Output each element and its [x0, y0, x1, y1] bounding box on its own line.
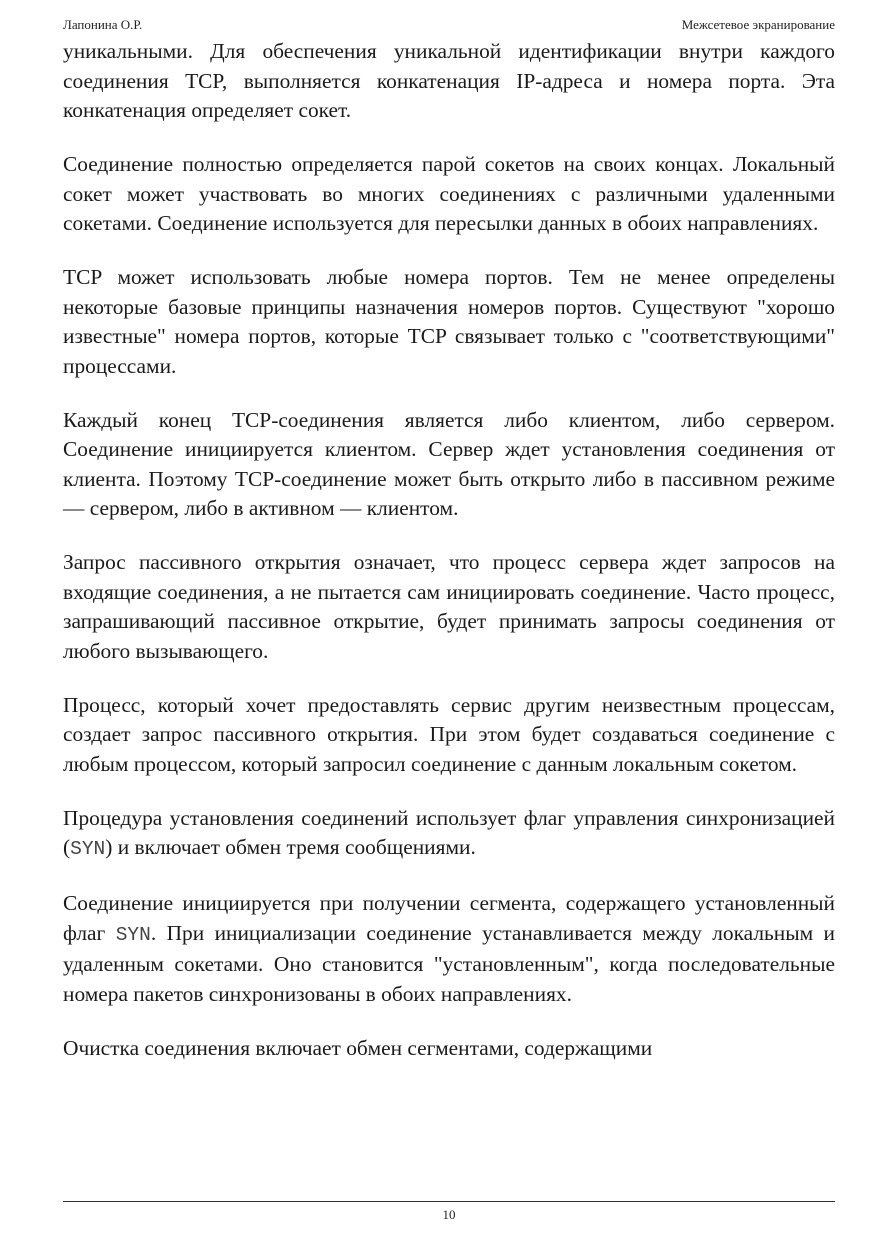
paragraph-text: ) и включает обмен тремя сообщениями.: [105, 835, 476, 859]
paragraph-connection-init: [63, 889, 835, 1009]
header-title: Межсетевое экранирование: [681, 17, 835, 32]
paragraph-text: . При инициализации соединение устанавливается между локальным и удаленным сокетами. Оно становится "установленным", когда последовательные номера пакетов синхронизованы в обоих направлениях.: [63, 920, 836, 1006]
body-text: [63, 37, 835, 1063]
paragraph: Запрос пассивного открытия означает, что процесс сервера ждет запросов на входящие соединения, а не пытается сам инициировать соединение. Часто процесс, запрашивающий пассивное открытие, будет принимать запросы соединения от любого вызывающего.: [63, 550, 835, 663]
paragraph: Очистка соединения включает обмен сегментами, содержащими: [63, 1035, 653, 1060]
code-syn: SYN: [115, 923, 151, 946]
header-author: Лапонина О.Р.: [63, 17, 143, 32]
paragraph: Процесс, который хочет предоставлять сервис другим неизвестным процессам, создает запрос пассивного открытия. При этом будет создаваться соединение с любым процессом, который запросил соединение с данным локальным сокетом.: [63, 692, 835, 776]
paragraph: Соединение полностью определяется парой сокетов на своих концах. Локальный сокет может участвовать во многих соединениях с различными удаленными сокетами. Соединение используется для пересылки данных в обоих направлениях.: [63, 152, 835, 235]
paragraph-syn-flag: [63, 804, 835, 865]
page-number: 10: [442, 1207, 456, 1222]
paragraph: TCP может использовать любые номера портов. Тем не менее определены некоторые базовые принципы назначения номеров портов. Существуют "хорошо известные" номера портов, которые TCP связывает только с "соответствующими" процессами.: [63, 265, 835, 378]
paragraph: уникальными. Для обеспечения уникальной идентификации внутри каждого соединения TCP, выполняется конкатенация IP-адреса и номера порта. Эта конкатенация определяет сокет.: [63, 39, 835, 122]
paragraph: Каждый конец TCP-соединения является либо клиентом, либо сервером. Соединение инициируется клиентом. Сервер ждет установления соединения от клиента. Поэтому TCP-соединение может быть открыто либо в пассивном режиме — сервером, либо в активном — клиентом.: [63, 407, 835, 520]
footer-divider: [63, 1201, 835, 1202]
code-syn: SYN: [70, 838, 106, 860]
paragraph-text: Соединение инициируется при получении сегмента, содержащего установленный флаг: [63, 891, 835, 945]
paragraph-text: Процедура установления соединений использует флаг управления синхронизацией (: [63, 805, 835, 859]
